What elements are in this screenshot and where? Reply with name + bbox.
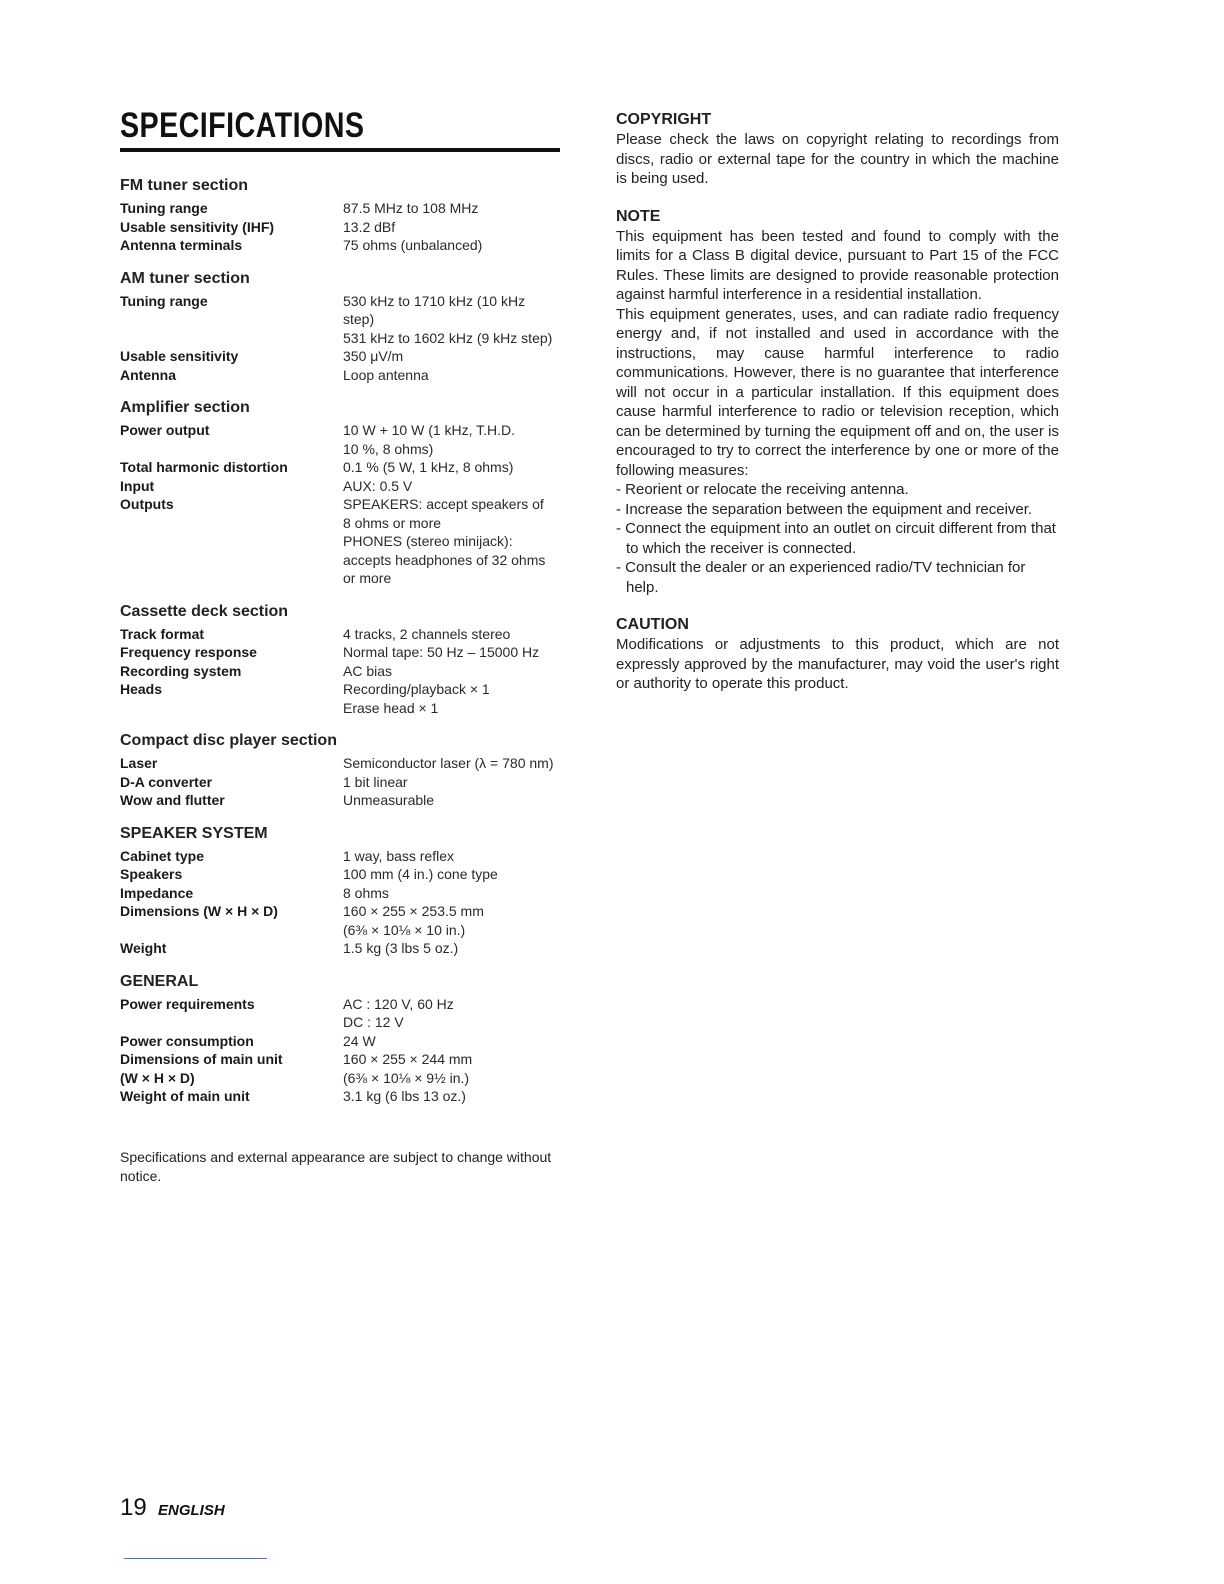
caution-heading: CAUTION — [616, 616, 689, 633]
spec-label: Usable sensitivity — [120, 348, 239, 364]
spec-label: Antenna terminals — [120, 237, 243, 253]
spec-label: Power output — [120, 422, 210, 438]
spec-value-line: PHONES (stereo minijack): — [343, 533, 513, 549]
list-item: - Consult the dealer or an experienced radio/TV technician for help. — [616, 559, 1026, 596]
spec-value-line: (6⅜ × 10⅛ × 10 in.) — [343, 921, 466, 938]
spec-value — [343, 625, 565, 644]
spec-value-line: 1.5 kg (3 lbs 5 oz.) — [343, 940, 459, 956]
spec-value-line: AC bias — [343, 662, 393, 679]
note-heading: NOTE — [616, 207, 661, 225]
spec-value-line: (6⅜ × 10⅛ × 9½ in.) — [343, 1069, 470, 1086]
spec-value — [343, 1087, 565, 1106]
spec-value-line: 160 × 255 × 253.5 mm — [343, 903, 484, 919]
spec-row — [120, 347, 565, 366]
copyright-text: Please check the laws on copyright relating to recordings from discs, radio or external tape for the country in which the machine is being used. — [616, 131, 1059, 187]
spec-label: Weight — [120, 940, 167, 956]
spec-row — [120, 625, 565, 644]
spec-value-line: accepts headphones of 32 ohms — [343, 551, 546, 568]
spec-row — [120, 236, 565, 255]
spec-label: Weight of main unit — [120, 1088, 250, 1104]
spec-value-line: Loop antenna — [343, 366, 429, 383]
note-paragraph-1: This equipment has been tested and found to comply with the limits for a Class B digital device, pursuant to Part 15 of the FCC Rules. These limits are designed to provide reasonable protection against harmful interference in a residential installation. — [616, 227, 1059, 303]
page-language: ENGLISH — [158, 1502, 225, 1519]
spec-row — [120, 1050, 565, 1069]
specifications-list — [120, 176, 565, 1120]
spec-value — [343, 754, 565, 773]
spec-value-line: 530 kHz to 1710 kHz (10 kHz — [343, 292, 526, 309]
spec-value-line: Semiconductor laser (λ = 780 nm) — [343, 755, 554, 771]
spec-value-line: Erase head × 1 — [343, 699, 439, 716]
spec-value — [343, 773, 565, 792]
spec-row — [120, 754, 565, 773]
spec-row — [120, 1087, 565, 1106]
spec-row — [120, 847, 565, 866]
spec-value-line: 8 ohms — [343, 884, 389, 901]
page-number: 19 — [120, 1494, 147, 1521]
spec-label: Impedance — [120, 884, 194, 901]
spec-value-line: step) — [343, 311, 375, 327]
spec-label: Power requirements — [120, 995, 255, 1012]
spec-value — [343, 366, 565, 385]
spec-value — [343, 643, 565, 662]
page-title: SPECIFICATIONS — [120, 106, 365, 145]
spec-section — [120, 824, 565, 958]
spec-value — [343, 939, 565, 958]
spec-value-line: 1 bit linear — [343, 773, 408, 790]
spec-value-line: Unmeasurable — [343, 792, 435, 808]
notices-column — [616, 110, 1059, 712]
spec-row — [120, 680, 565, 717]
spec-row — [120, 1069, 565, 1088]
spec-value — [343, 902, 565, 939]
spec-label: Recording system — [120, 662, 242, 679]
spec-label: Tuning range — [120, 200, 208, 216]
spec-value-line: 87.5 MHz to 108 MHz — [343, 200, 479, 216]
spec-row — [120, 1032, 565, 1051]
section-heading: AM tuner section — [120, 269, 250, 287]
spec-value-line: 531 kHz to 1602 kHz (9 kHz step) — [343, 329, 553, 346]
spec-label: Usable sensitivity (IHF) — [120, 218, 275, 235]
note-block — [616, 207, 1059, 598]
spec-label: (W × H × D) — [120, 1069, 195, 1086]
copyright-heading: COPYRIGHT — [616, 111, 712, 128]
spec-value-line: 10 %, 8 ohms) — [343, 440, 434, 457]
spec-label: Dimensions of main unit — [120, 1051, 283, 1067]
spec-value-line: 24 W — [343, 1032, 376, 1049]
spec-row — [120, 791, 565, 810]
spec-value — [343, 292, 565, 348]
spec-value-line: Normal tape: 50 Hz – 15000 Hz — [343, 644, 540, 660]
spec-label: Input — [120, 477, 155, 494]
spec-value — [343, 477, 565, 496]
spec-value-line: Recording/playback × 1 — [343, 681, 490, 697]
note-measures-list — [616, 480, 1059, 597]
spec-value — [343, 1069, 565, 1088]
spec-row — [120, 643, 565, 662]
spec-value — [343, 662, 565, 681]
spec-row — [120, 995, 565, 1032]
spec-value-line: 13.2 dBf — [343, 218, 396, 235]
spec-value — [343, 791, 565, 810]
spec-label: Wow and flutter — [120, 792, 225, 808]
spec-label: Laser — [120, 755, 158, 771]
spec-value-line: 1 way, bass reflex — [343, 847, 455, 864]
note-paragraph-2: This equipment generates, uses, and can radiate radio frequency energy and, if not installed and used in accordance with the instructions, may cause harmful interference to radio communications. However, there is no guarantee that interference will not occur in a particular installation. If this equipment does cause harmful interference to radio or television reception, which can be determined by turning the equipment off and on, the user is encouraged to try to correct the interference by one or more of the following measures: — [616, 305, 1059, 479]
spec-section — [120, 269, 565, 385]
spec-label: Tuning range — [120, 292, 208, 309]
spec-value-line: 4 tracks, 2 channels stereo — [343, 625, 511, 642]
spec-value-line: AUX: 0.5 V — [343, 477, 413, 494]
spec-value-line: 3.1 kg (6 lbs 13 oz.) — [343, 1088, 466, 1104]
caution-text: Modifications or adjustments to this product, which are not expressly approved by the manufacturer, may void the user's right or authority to operate this product. — [616, 636, 1059, 692]
spec-row — [120, 292, 565, 348]
spec-label: Antenna — [120, 366, 176, 383]
spec-label: Total harmonic distortion — [120, 459, 288, 475]
spec-label: Power consumption — [120, 1032, 254, 1049]
spec-value — [343, 458, 565, 477]
list-item: - Reorient or relocate the receiving antenna. — [616, 481, 909, 498]
title-rule — [120, 148, 560, 152]
spec-value — [343, 847, 565, 866]
spec-label: Heads — [120, 681, 163, 697]
spec-row — [120, 662, 565, 681]
list-item: - Increase the separation between the equipment and receiver. — [616, 500, 1033, 518]
spec-row — [120, 773, 565, 792]
spec-value-line: or more — [343, 570, 392, 586]
spec-value-line: 8 ohms or more — [343, 514, 442, 531]
spec-value-line: 0.1 % (5 W, 1 kHz, 8 ohms) — [343, 459, 514, 475]
spec-label: Dimensions (W × H × D) — [120, 903, 278, 919]
spec-section — [120, 398, 565, 588]
section-heading: GENERAL — [120, 972, 199, 990]
specifications-footnote: Specifications and external appearance are subject to change without notice. — [120, 1149, 552, 1184]
spec-value-line: SPEAKERS: accept speakers of — [343, 496, 544, 512]
spec-value-line: 160 × 255 × 244 mm — [343, 1051, 473, 1067]
spec-section — [120, 176, 565, 255]
footer-rule — [124, 1558, 267, 1559]
spec-value-line: 75 ohms (unbalanced) — [343, 237, 483, 253]
copyright-block — [616, 110, 1059, 189]
spec-section — [120, 972, 565, 1106]
spec-value — [343, 347, 565, 366]
spec-value — [343, 495, 565, 588]
caution-block — [616, 615, 1059, 694]
spec-value-line: 350 μV/m — [343, 348, 404, 364]
spec-value — [343, 1050, 565, 1069]
spec-row — [120, 218, 565, 237]
spec-row — [120, 902, 565, 939]
spec-value — [343, 421, 565, 458]
spec-row — [120, 884, 565, 903]
spec-section — [120, 731, 565, 810]
spec-row — [120, 199, 565, 218]
spec-row — [120, 939, 565, 958]
spec-label: Frequency response — [120, 644, 257, 660]
spec-value — [343, 884, 565, 903]
section-heading: SPEAKER SYSTEM — [120, 824, 268, 842]
spec-value — [343, 1032, 565, 1051]
spec-section — [120, 602, 565, 718]
spec-value-line: 10 W + 10 W (1 kHz, T.H.D. — [343, 422, 516, 438]
spec-value — [343, 680, 565, 717]
spec-label: Outputs — [120, 496, 174, 512]
spec-value — [343, 218, 565, 237]
spec-label: Track format — [120, 625, 205, 642]
spec-row — [120, 421, 565, 458]
spec-label: Speakers — [120, 866, 183, 882]
spec-row — [120, 495, 565, 588]
section-heading: Cassette deck section — [120, 602, 289, 620]
section-heading: Compact disc player section — [120, 732, 337, 749]
spec-row — [120, 477, 565, 496]
list-item: - Connect the equipment into an outlet on circuit different from that to which the receiver is connected. — [616, 520, 1056, 557]
section-heading: Amplifier section — [120, 399, 250, 416]
spec-label: D-A converter — [120, 773, 213, 790]
spec-value-line: 100 mm (4 in.) cone type — [343, 866, 498, 882]
spec-value — [343, 865, 565, 884]
spec-value — [343, 236, 565, 255]
spec-row — [120, 366, 565, 385]
spec-label: Cabinet type — [120, 847, 205, 864]
section-heading: FM tuner section — [120, 177, 249, 194]
spec-value-line: DC : 12 V — [343, 1014, 404, 1030]
spec-row — [120, 458, 565, 477]
spec-value-line: AC : 120 V, 60 Hz — [343, 995, 454, 1012]
spec-value — [343, 199, 565, 218]
spec-row — [120, 865, 565, 884]
spec-value — [343, 995, 565, 1032]
